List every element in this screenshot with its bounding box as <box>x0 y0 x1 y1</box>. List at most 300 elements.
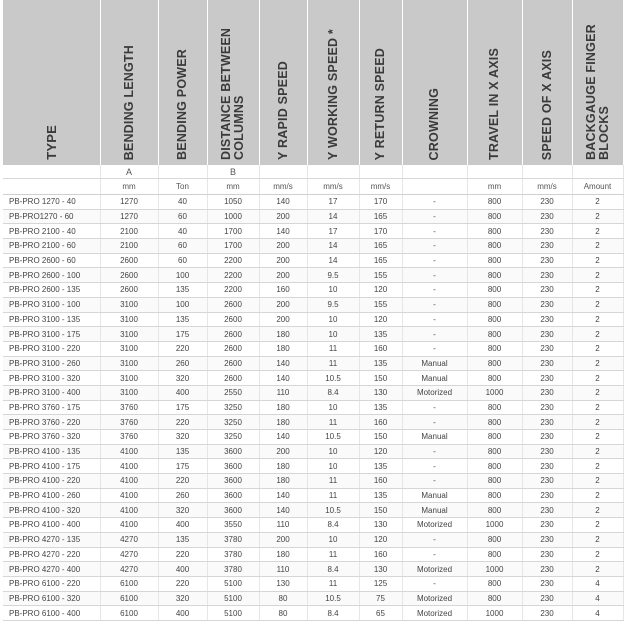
table-cell: 800 <box>467 415 522 430</box>
table-cell: 6100 <box>100 591 158 606</box>
table-cell: 140 <box>259 224 307 239</box>
type-cell: PB-PRO 6100 - 220 <box>3 576 100 591</box>
table-cell: 180 <box>259 459 307 474</box>
table-row <box>3 341 623 356</box>
table-cell: - <box>402 195 467 210</box>
type-cell: PB-PRO 3100 - 400 <box>3 385 100 400</box>
table-cell: 230 <box>522 488 572 503</box>
table-cell: - <box>402 283 467 298</box>
table-cell: 800 <box>467 532 522 547</box>
table-cell: 800 <box>467 209 522 224</box>
table-cell: 150 <box>359 371 402 386</box>
table-cell: 17 <box>307 224 359 239</box>
header-speed-x-axis <box>522 0 572 165</box>
table-cell: - <box>402 239 467 254</box>
unit-cell <box>402 179 467 195</box>
table-cell: 135 <box>158 532 207 547</box>
table-cell: 110 <box>259 562 307 577</box>
table-cell: 2 <box>572 547 623 562</box>
table-cell: 2550 <box>207 385 259 400</box>
table-cell: 800 <box>467 283 522 298</box>
table-cell: 200 <box>259 268 307 283</box>
table-cell: 800 <box>467 268 522 283</box>
table-row <box>3 400 623 415</box>
table-cell: 230 <box>522 195 572 210</box>
table-cell: 130 <box>359 385 402 400</box>
type-cell: PB-PRO 3100 - 220 <box>3 341 100 356</box>
table-cell: 3250 <box>207 430 259 445</box>
table-cell: 3100 <box>100 297 158 312</box>
table-cell: 6100 <box>100 576 158 591</box>
table-cell: 175 <box>158 327 207 342</box>
table-cell: 11 <box>307 488 359 503</box>
table-cell: - <box>402 400 467 415</box>
table-cell: 1700 <box>207 224 259 239</box>
unit-cell: mm <box>100 179 158 195</box>
type-cell: PB-PRO 3100 - 320 <box>3 371 100 386</box>
table-cell: 320 <box>158 591 207 606</box>
table-cell: 14 <box>307 209 359 224</box>
table-cell: 10.5 <box>307 430 359 445</box>
table-row <box>3 297 623 312</box>
table-cell: 230 <box>522 400 572 415</box>
table-row <box>3 283 623 298</box>
table-cell: 135 <box>158 444 207 459</box>
table-cell: 2 <box>572 400 623 415</box>
table-cell: 320 <box>158 371 207 386</box>
table-cell: 6100 <box>100 606 158 621</box>
table-cell: 800 <box>467 356 522 371</box>
table-row <box>3 488 623 503</box>
type-cell: PB-PRO 3760 - 320 <box>3 430 100 445</box>
table-cell: 3780 <box>207 532 259 547</box>
table-cell: 2 <box>572 385 623 400</box>
table-cell: 2600 <box>207 312 259 327</box>
table-cell: 135 <box>359 356 402 371</box>
type-cell: PB-PRO 4100 - 400 <box>3 518 100 533</box>
header-y-rapid-label: Y RAPID SPEED <box>275 61 290 160</box>
table-cell: 800 <box>467 341 522 356</box>
table-cell: 40 <box>158 224 207 239</box>
unit-cell: mm <box>467 179 522 195</box>
table-cell: 800 <box>467 488 522 503</box>
letter-cell <box>402 165 467 179</box>
table-cell: 11 <box>307 341 359 356</box>
table-cell: 1270 <box>100 209 158 224</box>
table-cell: Motorized <box>402 591 467 606</box>
table-cell: Motorized <box>402 518 467 533</box>
table-cell: 140 <box>259 371 307 386</box>
table-cell: 800 <box>467 312 522 327</box>
table-cell: Motorized <box>402 606 467 621</box>
table-cell: 4 <box>572 576 623 591</box>
table-cell: 40 <box>158 195 207 210</box>
type-cell: PB-PRO 4100 - 260 <box>3 488 100 503</box>
unit-cell: Ton <box>158 179 207 195</box>
table-cell: - <box>402 268 467 283</box>
table-cell: 2 <box>572 444 623 459</box>
table-cell: 140 <box>259 488 307 503</box>
table-cell: 800 <box>467 327 522 342</box>
table-cell: 200 <box>259 253 307 268</box>
table-cell: 180 <box>259 341 307 356</box>
table-cell: 14 <box>307 239 359 254</box>
table-cell: 3100 <box>100 356 158 371</box>
table-cell: 230 <box>522 415 572 430</box>
table-cell: 4270 <box>100 532 158 547</box>
table-cell: 2 <box>572 356 623 371</box>
table-row <box>3 444 623 459</box>
header-speed-x-label: SPEED OF X AXIS <box>539 49 554 160</box>
header-type <box>3 0 100 165</box>
table-cell: Manual <box>402 371 467 386</box>
table-cell: 3100 <box>100 327 158 342</box>
table-cell: 2600 <box>100 268 158 283</box>
table-cell: 400 <box>158 385 207 400</box>
type-cell: PB-PRO 4270 - 135 <box>3 532 100 547</box>
table-cell: 120 <box>359 283 402 298</box>
table-cell: 80 <box>259 606 307 621</box>
table-cell: 2 <box>572 253 623 268</box>
table-row <box>3 385 623 400</box>
table-cell: 230 <box>522 327 572 342</box>
table-cell: 165 <box>359 253 402 268</box>
table-cell: 260 <box>158 356 207 371</box>
table-cell: 4100 <box>100 444 158 459</box>
table-cell: 10 <box>307 532 359 547</box>
header-backgauge-label: BACKGAUGE FINGER BLOCKS <box>583 24 611 160</box>
table-cell: 125 <box>359 576 402 591</box>
table-cell: 2 <box>572 488 623 503</box>
table-cell: 160 <box>359 474 402 489</box>
table-cell: 4100 <box>100 459 158 474</box>
table-cell: 800 <box>467 591 522 606</box>
table-cell: 140 <box>259 195 307 210</box>
table-cell: 800 <box>467 400 522 415</box>
table-cell: 2600 <box>207 371 259 386</box>
table-cell: 170 <box>359 224 402 239</box>
table-cell: 120 <box>359 532 402 547</box>
table-cell: 400 <box>158 606 207 621</box>
table-cell: 150 <box>359 503 402 518</box>
type-cell: PB-PRO 6100 - 320 <box>3 591 100 606</box>
table-row <box>3 474 623 489</box>
table-cell: 130 <box>359 518 402 533</box>
type-cell: PB-PRO 3760 - 220 <box>3 415 100 430</box>
table-row <box>3 268 623 283</box>
header-distance-label: DISTANCE BETWEEN COLUMNS <box>219 27 246 160</box>
table-cell: - <box>402 532 467 547</box>
header-crowning <box>402 0 467 165</box>
table-cell: 2200 <box>207 283 259 298</box>
type-cell: PB-PRO 4100 - 135 <box>3 444 100 459</box>
letter-cell: B <box>207 165 259 179</box>
header-type-label: TYPE <box>43 125 59 160</box>
header-distance-between-columns <box>207 0 259 165</box>
table-cell: 60 <box>158 209 207 224</box>
table-cell: 3760 <box>100 400 158 415</box>
letter-cell <box>359 165 402 179</box>
table-cell: 220 <box>158 547 207 562</box>
table-cell: 2 <box>572 518 623 533</box>
type-cell: PB-PRO 4100 - 175 <box>3 459 100 474</box>
letter-cell <box>522 165 572 179</box>
table-cell: 155 <box>359 297 402 312</box>
table-cell: 10 <box>307 400 359 415</box>
type-cell: PB-PRO 2100 - 40 <box>3 224 100 239</box>
table-cell: 220 <box>158 415 207 430</box>
table-cell: 320 <box>158 430 207 445</box>
table-cell: 3780 <box>207 547 259 562</box>
table-row <box>3 576 623 591</box>
letter-cell <box>259 165 307 179</box>
press-brake-spec-table <box>3 0 624 621</box>
type-cell: PB-PRO 4270 - 400 <box>3 562 100 577</box>
type-cell: PB-PRO 4100 - 220 <box>3 474 100 489</box>
letter-row <box>3 165 623 179</box>
table-row <box>3 415 623 430</box>
table-cell: 3600 <box>207 488 259 503</box>
table-cell: 140 <box>259 356 307 371</box>
unit-cell: Amount <box>572 179 623 195</box>
table-cell: 3250 <box>207 415 259 430</box>
table-cell: 135 <box>158 312 207 327</box>
table-row <box>3 312 623 327</box>
letter-cell <box>3 165 100 179</box>
table-cell: 180 <box>259 547 307 562</box>
table-row <box>3 356 623 371</box>
table-cell: 2 <box>572 503 623 518</box>
table-cell: 4 <box>572 606 623 621</box>
table-row <box>3 371 623 386</box>
table-cell: 230 <box>522 371 572 386</box>
table-cell: 2 <box>572 341 623 356</box>
table-cell: 800 <box>467 459 522 474</box>
header-y-return-label: Y RETURN SPEED <box>373 47 387 160</box>
table-cell: - <box>402 547 467 562</box>
table-cell: 800 <box>467 444 522 459</box>
table-cell: 2600 <box>207 297 259 312</box>
type-cell: PB-PRO 2600 - 135 <box>3 283 100 298</box>
table-cell: 3100 <box>100 385 158 400</box>
table-cell: 4 <box>572 591 623 606</box>
table-cell: 200 <box>259 312 307 327</box>
table-cell: 3600 <box>207 459 259 474</box>
table-cell: 230 <box>522 444 572 459</box>
table-cell: 10.5 <box>307 371 359 386</box>
table-cell: 2600 <box>207 356 259 371</box>
table-cell: 135 <box>158 283 207 298</box>
table-cell: 2600 <box>207 341 259 356</box>
letter-cell: A <box>100 165 158 179</box>
table-cell: 160 <box>359 547 402 562</box>
table-cell: 200 <box>259 209 307 224</box>
unit-cell: mm/s <box>522 179 572 195</box>
letter-cell <box>467 165 522 179</box>
table-cell: - <box>402 341 467 356</box>
table-cell: 200 <box>259 239 307 254</box>
table-cell: 2 <box>572 224 623 239</box>
table-cell: Manual <box>402 356 467 371</box>
table-cell: 2200 <box>207 268 259 283</box>
table-cell: 2600 <box>100 253 158 268</box>
table-cell: 230 <box>522 312 572 327</box>
table-cell: 3600 <box>207 474 259 489</box>
table-cell: 230 <box>522 474 572 489</box>
table-cell: 135 <box>359 327 402 342</box>
header-row <box>3 0 623 165</box>
table-cell: 2 <box>572 239 623 254</box>
table-cell: 60 <box>158 253 207 268</box>
table-cell: 150 <box>359 430 402 445</box>
table-cell: 800 <box>467 503 522 518</box>
table-cell: 2 <box>572 562 623 577</box>
table-cell: 10 <box>307 444 359 459</box>
table-cell: 800 <box>467 474 522 489</box>
unit-cell: mm <box>207 179 259 195</box>
type-cell: PB-PRO 3760 - 175 <box>3 400 100 415</box>
table-cell: 160 <box>359 341 402 356</box>
table-cell: 8.4 <box>307 385 359 400</box>
table-cell: 3250 <box>207 400 259 415</box>
header-y-return-speed <box>359 0 402 165</box>
table-cell: - <box>402 459 467 474</box>
table-cell: 2200 <box>207 253 259 268</box>
table-cell: 175 <box>158 400 207 415</box>
table-cell: 800 <box>467 239 522 254</box>
table-cell: - <box>402 474 467 489</box>
table-cell: 14 <box>307 253 359 268</box>
table-cell: - <box>402 253 467 268</box>
table-cell: 2 <box>572 268 623 283</box>
table-cell: 230 <box>522 547 572 562</box>
table-cell: 5100 <box>207 606 259 621</box>
table-cell: 2 <box>572 195 623 210</box>
table-cell: 800 <box>467 430 522 445</box>
table-cell: 8.4 <box>307 562 359 577</box>
table-cell: 2 <box>572 297 623 312</box>
type-cell: PB-PRO 3100 - 260 <box>3 356 100 371</box>
table-cell: 220 <box>158 474 207 489</box>
table-cell: 11 <box>307 576 359 591</box>
table-cell: 160 <box>259 283 307 298</box>
table-cell: 1050 <box>207 195 259 210</box>
table-cell: 3600 <box>207 503 259 518</box>
table-cell: 180 <box>259 415 307 430</box>
table-cell: 135 <box>359 400 402 415</box>
table-cell: 2600 <box>207 327 259 342</box>
table-cell: Motorized <box>402 562 467 577</box>
table-cell: - <box>402 415 467 430</box>
unit-cell: mm/s <box>359 179 402 195</box>
header-bending-power-label: BENDING POWER <box>175 49 189 160</box>
table-cell: 10 <box>307 459 359 474</box>
table-cell: 110 <box>259 518 307 533</box>
table-cell: 230 <box>522 253 572 268</box>
table-cell: 10.5 <box>307 591 359 606</box>
table-cell: 2 <box>572 209 623 224</box>
table-cell: 230 <box>522 385 572 400</box>
table-cell: 165 <box>359 209 402 224</box>
table-cell: 135 <box>359 488 402 503</box>
table-cell: 800 <box>467 195 522 210</box>
table-cell: 230 <box>522 341 572 356</box>
header-backgauge-finger-blocks <box>572 0 623 165</box>
table-cell: 4270 <box>100 562 158 577</box>
table-cell: 160 <box>359 415 402 430</box>
table-row <box>3 562 623 577</box>
table-row <box>3 327 623 342</box>
table-cell: 260 <box>158 488 207 503</box>
type-cell: PB-PRO1270 - 60 <box>3 209 100 224</box>
table-cell: 230 <box>522 268 572 283</box>
table-cell: 1000 <box>467 385 522 400</box>
table-cell: 11 <box>307 415 359 430</box>
table-row <box>3 532 623 547</box>
table-cell: 3550 <box>207 518 259 533</box>
table-cell: 17 <box>307 195 359 210</box>
header-travel-x-label: TRAVEL IN X AXIS <box>487 47 501 160</box>
table-cell: 10 <box>307 327 359 342</box>
table-cell: Manual <box>402 503 467 518</box>
table-cell: Manual <box>402 430 467 445</box>
table-cell: 800 <box>467 547 522 562</box>
table-cell: 230 <box>522 518 572 533</box>
table-cell: 1270 <box>100 195 158 210</box>
table-cell: 3100 <box>100 371 158 386</box>
table-cell: 1700 <box>207 239 259 254</box>
table-cell: 230 <box>522 239 572 254</box>
type-cell: PB-PRO 4100 - 320 <box>3 503 100 518</box>
table-cell: 400 <box>158 562 207 577</box>
table-cell: 1000 <box>467 606 522 621</box>
table-cell: - <box>402 576 467 591</box>
table-cell: 200 <box>259 444 307 459</box>
header-travel-x-axis <box>467 0 522 165</box>
unit-row <box>3 179 623 195</box>
table-cell: 200 <box>259 532 307 547</box>
table-cell: 140 <box>259 430 307 445</box>
table-cell: - <box>402 297 467 312</box>
table-cell: 180 <box>259 400 307 415</box>
table-cell: 11 <box>307 547 359 562</box>
table-cell: 2 <box>572 459 623 474</box>
table-cell: 140 <box>259 503 307 518</box>
table-cell: 230 <box>522 562 572 577</box>
table-row <box>3 459 623 474</box>
table-cell: 8.4 <box>307 606 359 621</box>
header-bending-length <box>100 0 158 165</box>
table-cell: 65 <box>359 606 402 621</box>
table-cell: 100 <box>158 268 207 283</box>
header-bending-length-label: BENDING LENGTH <box>121 44 136 160</box>
table-cell: 3100 <box>100 341 158 356</box>
table-cell: 9.5 <box>307 268 359 283</box>
table-row <box>3 195 623 210</box>
table-cell: 800 <box>467 253 522 268</box>
table-cell: 165 <box>359 239 402 254</box>
table-cell: - <box>402 209 467 224</box>
table-cell: 230 <box>522 503 572 518</box>
table-cell: 180 <box>259 474 307 489</box>
table-cell: 120 <box>359 444 402 459</box>
table-cell: Manual <box>402 488 467 503</box>
table-cell: 2100 <box>100 224 158 239</box>
unit-cell: mm/s <box>307 179 359 195</box>
table-cell: 135 <box>359 459 402 474</box>
table-cell: 3760 <box>100 415 158 430</box>
table-row <box>3 503 623 518</box>
